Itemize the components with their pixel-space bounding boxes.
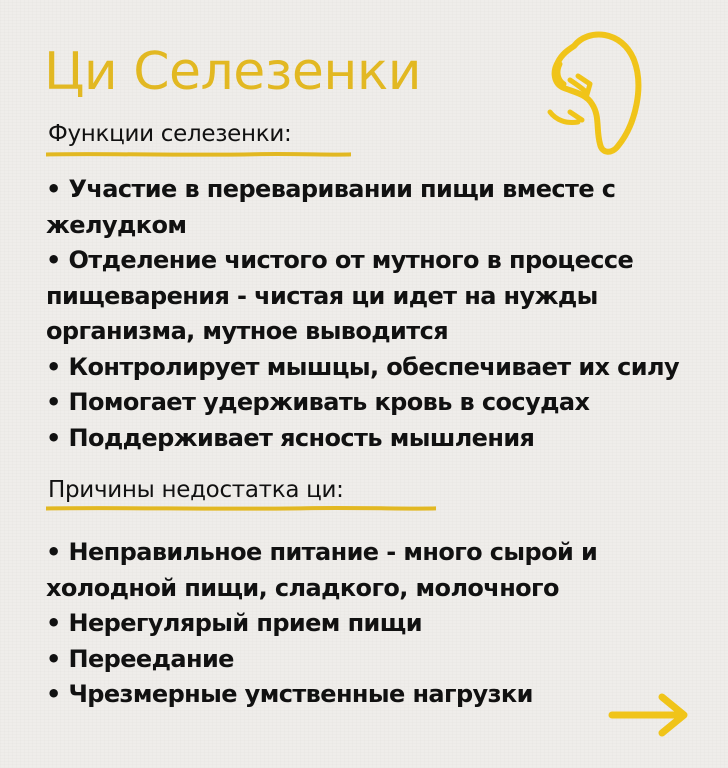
heading-underline [46, 506, 436, 511]
spleen-icon [530, 20, 650, 160]
list-item: • Неправильное питание - много сырой и холодной пищи, сладкого, молочного [46, 538, 598, 602]
section-heading-functions: Функции селезенки: [48, 121, 292, 147]
list-item: • Отделение чистого от мутного в процессе пищеварения - чистая ци идет на нужды организма, мутное выводится [46, 246, 634, 345]
section-heading-causes: Причины недостатка ци: [48, 477, 344, 503]
list-item: • Участие в переваривании пищи вместе с желудком [46, 175, 616, 239]
list-item: • Нерегулярый прием пищи [46, 609, 422, 637]
list-item: • Переедание [46, 644, 234, 673]
functions-list [46, 172, 711, 456]
list-item: • Поддерживает ясность мышления [46, 423, 535, 452]
causes-list [46, 535, 711, 713]
list-item: • Чрезмерные умственные нагрузки [46, 680, 533, 708]
heading-underline [46, 152, 351, 157]
list-item: • Помогает удерживать кровь в сосудах [46, 388, 590, 416]
page-title: Ци Селезенки [44, 42, 422, 102]
arrow-right-icon[interactable] [606, 690, 692, 740]
list-item: • Контролирует мышцы, обеспечивает их силу [46, 352, 680, 381]
